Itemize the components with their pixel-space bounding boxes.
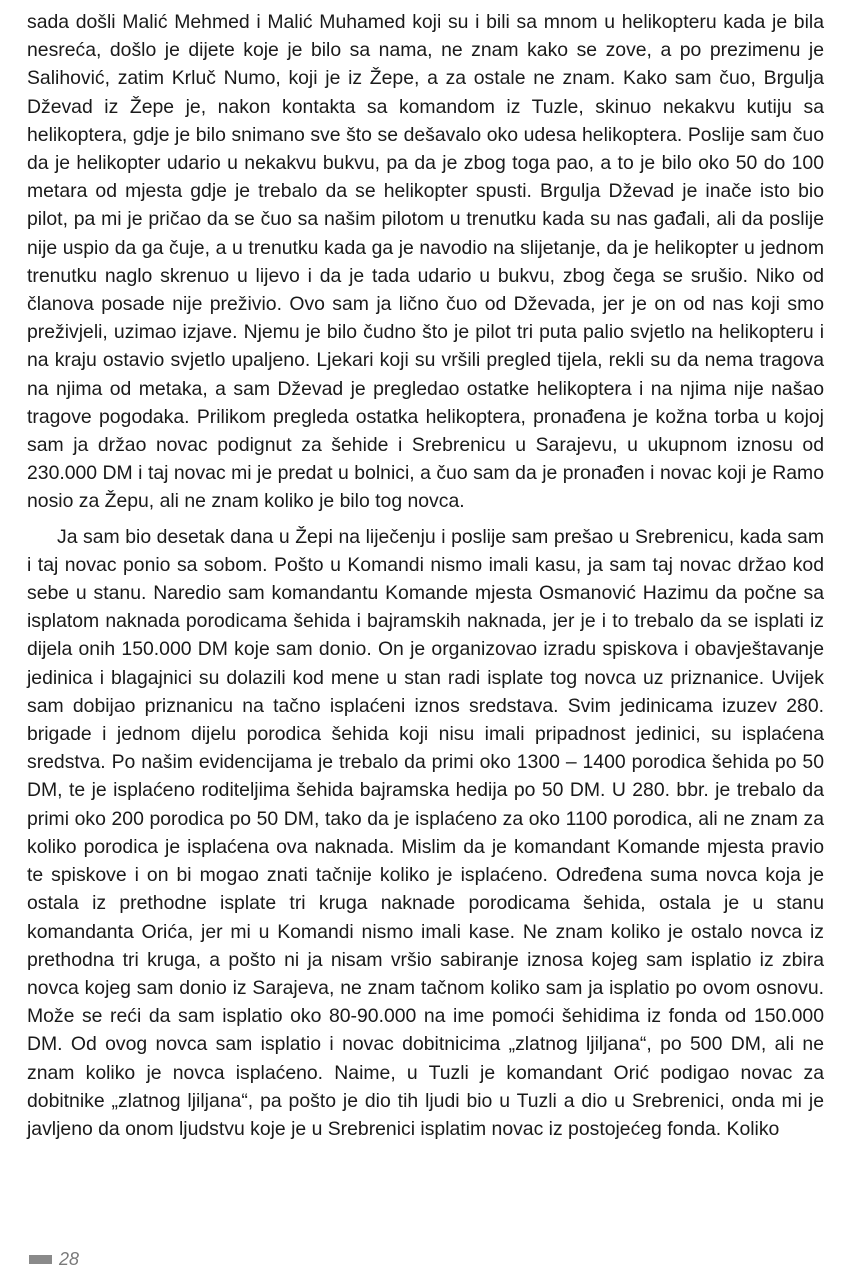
- page-marker-bar: [29, 1255, 52, 1264]
- page-number: 28: [59, 1248, 80, 1269]
- page-body: [27, 8, 824, 1143]
- paragraph-2: Ja sam bio desetak dana u Žepi na liječenju i poslije sam prešao u Srebrenicu, kada sam i taj novac ponio sa sobom. Pošto u Komandi nismo imali kasu, ja sam taj novac držao kod sebe u stanu. Naredio sam komandantu Komande mjesta Osmanović Hazimu da počne sa isplatom naknada porodicama šehida i bajramskih naknada, jer je i to trebalo da se isplati iz dijela onih 150.000 DM koje sam donio. On je organizovao izradu spiskova i obavještavanje jedinica i blagajnici su dolazili kod mene u stan radi isplate tog novca uz priznanice. Uvijek sam dobijao priznanicu na tačno isplaćeni iznos sredstava. Svim jedinicama izuzev 280. brigade i jednom dijelu porodica šehida koji nisu imali pripadnost jedinici, su isplaćena sredstva. Po našim evidencijama je trebalo da primi oko 1300 – 1400 porodica šehida po 50 DM, te je isplaćeno roditeljima šehida bajramska hedija po 50 DM. U 280. bbr. je trebalo da primi oko 200 porodica po 50 DM, tako da je isplaćeno za oko 1100 porodica, ali ne znam za koliko porodica je isplaćena ova naknada. Mislim da je komandant Komande mjesta pravio te spiskove i on bi mogao znati tačnije koliko je isplaćeno. Određena suma novca koja je ostala iz prethodne isplate tri kruga naknade porodicama šehida, ostala je u stanu komandanta Orića, jer mi u Komandi nismo imali kase. Ne znam koliko je ostalo novca iz prethodna tri kruga, a pošto ni ja nisam vršio sabiranje iznosa kojeg sam isplatio iz zbira novca kojeg sam donio iz Sarajeva, ne znam tačnom koliko sam ja isplatio po ovom osnovu. Može se reći da sam isplatio oko 80-90.000 na ime pomoći šehidima iz fonda od 150.000 DM. Od ovog novca sam isplatio i novac dobitnicima „zlatnog ljiljana“, po 500 DM, ali ne znam koliko je novca isplaćeno. Naime, u Tuzli je komandant Orić podigao novac za dobitnike „zlatnog ljiljana“, pa pošto je dio tih ljudi bio u Tuzli a dio u Srebrenici, onda mi je javljeno da onom ljudstvu koje je u Srebrenici isplatim novac iz postojećeg fonda. Koliko: [27, 525, 824, 1140]
- page-footer: [29, 1249, 79, 1269]
- paragraph-1: sada došli Malić Mehmed i Malić Muhamed koji su i bili sa mnom u helikopteru kada je bila nesreća, došlo je dijete koje je bilo sa nama, ne znam kako se zove, a po prezimenu je Salihović, zatim Krluč Numo, koji je iz Žepe, a za ostale ne znam. Kako sam čuo, Brgulja Dževad iz Žepe je, nakon kontakta sa komandom iz Tuzle, skinuo nekakvu kutiju sa helikoptera, gdje je bilo snimano sve što se dešavalo oko udesa helikoptera. Poslije sam čuo da je helikopter udario u nekakvu bukvu, pa da je zbog toga pao, a to je bilo oko 50 do 100 metara od mjesta gdje je trebalo da se helikopter spusti. Brgulja Dževad je inače isto bio pilot, pa mi je pričao da se čuo sa našim pilotom u trenutku kada su nas gađali, ali da poslije nije uspio da ga čuje, a u trenutku kada ga je navodio na slijetanje, da je helikopter u jednom trenutku naglo skrenuo u lijevo i da je tada udario u bukvu, zbog čega se srušio. Niko od članova posade nije preživio. Ovo sam ja lično čuo od Dževada, jer je on od nas koji smo preživjeli, uzimao izjave. Njemu je bilo čudno što je pilot tri puta palio svjetlo na helikopteru i na kraju ostavio svjetlo upaljeno. Ljekari koji su vršili pregled tijela, rekli su da nema tragova na njima od metaka, a sam Dževad je pregledao ostatke helikoptera i na njima nije našao tragove pogodaka. Prilikom pregleda ostatka helikoptera, pronađena je kožna torba u kojoj sam ja držao novac podignut za šehide i Srebrenicu u Sarajevu, u ukupnom iznosu od 230.000 DM i taj novac mi je predat u bolnici, a čuo sam da je pronađen i novac koji je Ramo nosio za Žepu, ali ne znam koliko je bilo tog novca.: [27, 11, 824, 513]
